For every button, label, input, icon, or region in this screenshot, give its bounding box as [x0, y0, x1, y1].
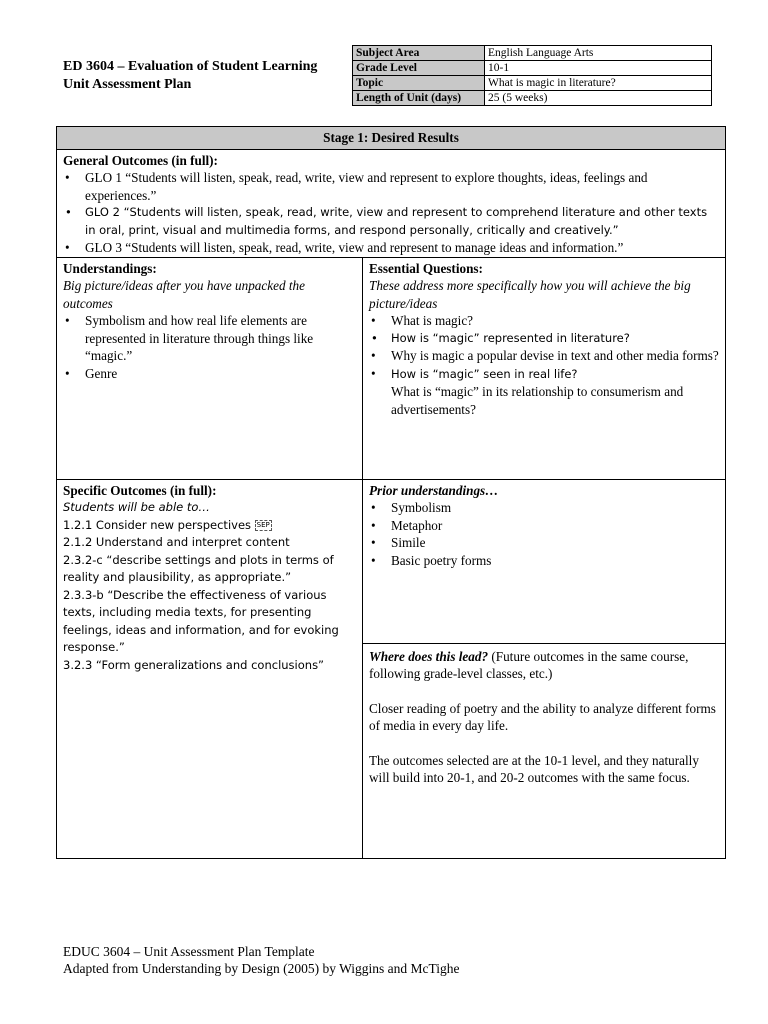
info-row — [353, 46, 712, 61]
specific-outcomes-heading: Specific Outcomes (in full): — [63, 482, 217, 498]
understanding-item: • Genre — [85, 365, 356, 383]
lead-heading: Where does this lead? — [369, 648, 489, 664]
general-outcomes-heading: General Outcomes (in full): — [63, 152, 218, 168]
lead-heading-rest: (Future outcomes in the same course, following grade-level classes, etc.) — [369, 648, 689, 681]
specific-outcome-line: 2.3.2-c “describe settings and plots in terms of reality and plausibility, as appropriate.” — [63, 552, 334, 584]
info-value: 10-1 — [485, 61, 712, 76]
info-value: 25 (5 weeks) — [485, 91, 712, 106]
prior-item: • Metaphor — [391, 517, 719, 535]
document-title-line1: ED 3604 – Evaluation of Student Learning — [63, 59, 318, 74]
essential-questions-heading: Essential Questions: — [369, 260, 483, 276]
stage-header: Stage 1: Desired Results — [57, 127, 726, 150]
prior-item: • Simile — [391, 534, 719, 552]
page-footer — [63, 943, 460, 977]
prior-understandings-cell — [363, 479, 726, 643]
info-row — [353, 91, 712, 106]
essential-questions-cell — [363, 257, 726, 479]
prior-item: • Basic poetry forms — [391, 552, 719, 570]
understandings-heading: Understandings: — [63, 260, 157, 276]
lead-paragraph: Closer reading of poetry and the ability to analyze different forms of media in every day life. — [369, 700, 716, 733]
prior-understandings-heading: Prior understandings… — [369, 482, 499, 498]
specific-outcomes-cell — [57, 479, 363, 858]
sep-icon: SEP — [256, 520, 270, 529]
footer-line: Adapted from Understanding by Design (2005) by Wiggins and McTighe — [63, 961, 460, 976]
document-title-line2: Unit Assessment Plan — [63, 77, 192, 92]
prior-understandings-list — [369, 499, 719, 569]
specific-outcome-text: 1.2.1 Consider new perspectives — [63, 517, 252, 532]
specific-outcome-line — [63, 517, 356, 535]
info-row — [353, 61, 712, 76]
info-label: Length of Unit (days) — [353, 91, 485, 106]
specific-outcome-line: 2.1.2 Understand and interpret content — [63, 535, 290, 549]
specific-outcome-line: 2.3.3-b “Describe the effectiveness of various texts, including media texts, for presenting feelings, ideas and information, and for evoking response.” — [63, 587, 339, 654]
info-label: Topic — [353, 76, 485, 91]
where-does-this-lead-cell — [363, 643, 726, 858]
question-text: How is “magic” seen in real life? — [391, 366, 578, 381]
desired-results-table — [56, 126, 726, 859]
question-item: • How is “magic” represented in literature? — [391, 330, 719, 348]
question-item — [391, 365, 719, 419]
lead-heading-line — [369, 648, 719, 683]
glo-item: • GLO 2 “Students will listen, speak, read, write, view and represent to comprehend literature and other texts in oral, print, visual and multimedia forms, and respond personally, critically and creatively.” — [85, 204, 719, 239]
essential-questions-list — [369, 312, 719, 418]
understandings-list — [63, 312, 356, 382]
info-value: What is magic in literature? — [485, 76, 712, 91]
prior-item: • Symbolism — [391, 499, 719, 517]
question-item: • Why is magic a popular devise in text and other media forms? — [391, 347, 719, 365]
info-label: Grade Level — [353, 61, 485, 76]
info-value: English Language Arts — [485, 46, 712, 61]
specific-outcomes-subheading: Students will be able to… — [63, 500, 210, 514]
essential-questions-subheading: These address more specifically how you will achieve the big picture/ideas — [369, 278, 691, 311]
specific-outcome-line: 3.2.3 “Form generalizations and conclusions” — [63, 657, 325, 672]
general-outcomes-list — [63, 169, 719, 257]
understandings-cell — [57, 257, 363, 479]
glo-item: • GLO 3 “Students will listen, speak, read, write, view and represent to manage ideas and information.” — [85, 239, 719, 257]
general-outcomes-cell — [57, 149, 726, 257]
understandings-subheading: Big picture/ideas after you have unpacked the outcomes — [63, 278, 305, 311]
glo-item: • GLO 1 “Students will listen, speak, read, write, view and represent to explore thoughts, ideas, feelings and experiences.” — [85, 169, 719, 204]
question-extra: What is “magic” in its relationship to consumerism and advertisements? — [391, 384, 684, 417]
unit-info-table — [352, 45, 712, 106]
question-item: • What is magic? — [391, 312, 719, 330]
document-title — [63, 58, 317, 94]
info-label: Subject Area — [353, 46, 485, 61]
info-row — [353, 76, 712, 91]
footer-line: EDUC 3604 – Unit Assessment Plan Template — [63, 944, 315, 959]
understanding-item: • Symbolism and how real life elements are represented in literature through things like “magic.” — [85, 312, 356, 365]
lead-paragraph: The outcomes selected are at the 10-1 level, and they naturally will build into 20-1, and 20-2 outcomes with the same focus. — [369, 752, 699, 785]
